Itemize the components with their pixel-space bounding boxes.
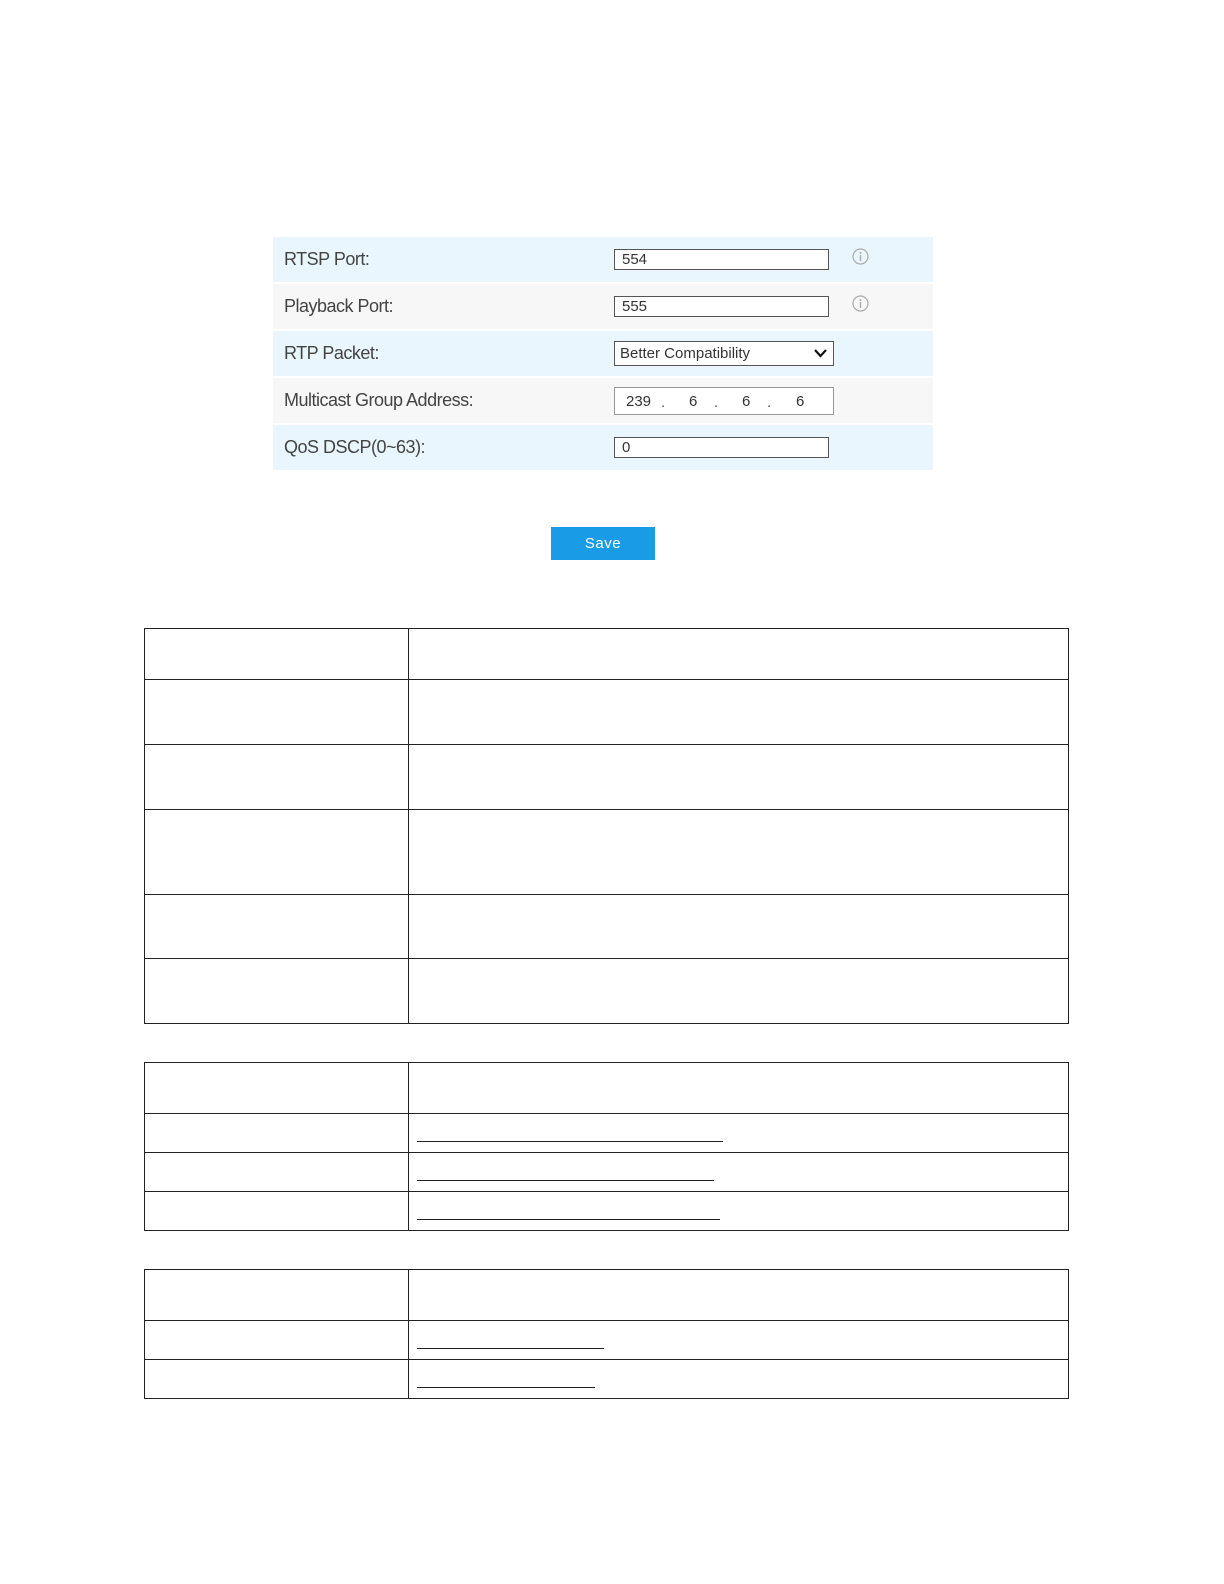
rtsp-port-row: [273, 237, 933, 282]
octet-4[interactable]: 6: [796, 393, 805, 410]
table-row: [145, 959, 1069, 1024]
multicast-label: Multicast Group Address:: [284, 390, 474, 410]
qos-row: [273, 425, 933, 470]
link-table: [144, 1269, 1069, 1399]
rtp-packet-selected-value: Better Compatibility: [620, 345, 751, 362]
playback-port-input[interactable]: [614, 296, 829, 317]
network-settings-panel: [273, 237, 933, 472]
table-row: [145, 895, 1069, 959]
save-button[interactable]: Save: [551, 527, 655, 560]
playback-port-row: [273, 284, 933, 329]
qos-label: QoS DSCP(0~63):: [284, 437, 426, 457]
link-line[interactable]: [417, 1348, 604, 1349]
link-line[interactable]: [417, 1387, 595, 1388]
rtp-packet-select[interactable]: [614, 341, 834, 366]
table-row: [145, 745, 1069, 810]
octet-separator: .: [714, 394, 719, 411]
rtsp-port-input[interactable]: [614, 249, 829, 270]
rtp-packet-label: RTP Packet:: [284, 343, 379, 363]
qos-input[interactable]: [614, 437, 829, 458]
link-line[interactable]: [417, 1180, 714, 1181]
octet-separator: .: [767, 394, 772, 411]
parameter-table: [144, 628, 1069, 1024]
rtsp-port-label: RTSP Port:: [284, 249, 370, 269]
table-row: [145, 629, 1069, 680]
multicast-row: [273, 378, 933, 423]
rtp-packet-row: [273, 331, 933, 376]
info-icon[interactable]: [852, 295, 869, 312]
table-row: [145, 1270, 1069, 1321]
table-row: [145, 810, 1069, 895]
octet-3[interactable]: 6: [742, 393, 751, 410]
table-row: [145, 680, 1069, 745]
table-row: [145, 1360, 1069, 1399]
chevron-down-icon: [813, 347, 828, 359]
octet-1[interactable]: 239: [626, 393, 652, 410]
playback-port-label: Playback Port:: [284, 296, 394, 316]
octet-separator: .: [661, 394, 666, 411]
table-row: [145, 1063, 1069, 1114]
table-row: [145, 1114, 1069, 1153]
octet-2[interactable]: 6: [689, 393, 698, 410]
table-row: [145, 1321, 1069, 1360]
multicast-address-input[interactable]: [614, 387, 834, 415]
table-row: [145, 1192, 1069, 1231]
link-line[interactable]: [417, 1219, 720, 1220]
link-line[interactable]: [417, 1141, 723, 1142]
link-table: [144, 1062, 1069, 1231]
table-row: [145, 1153, 1069, 1192]
info-icon[interactable]: [852, 248, 869, 265]
